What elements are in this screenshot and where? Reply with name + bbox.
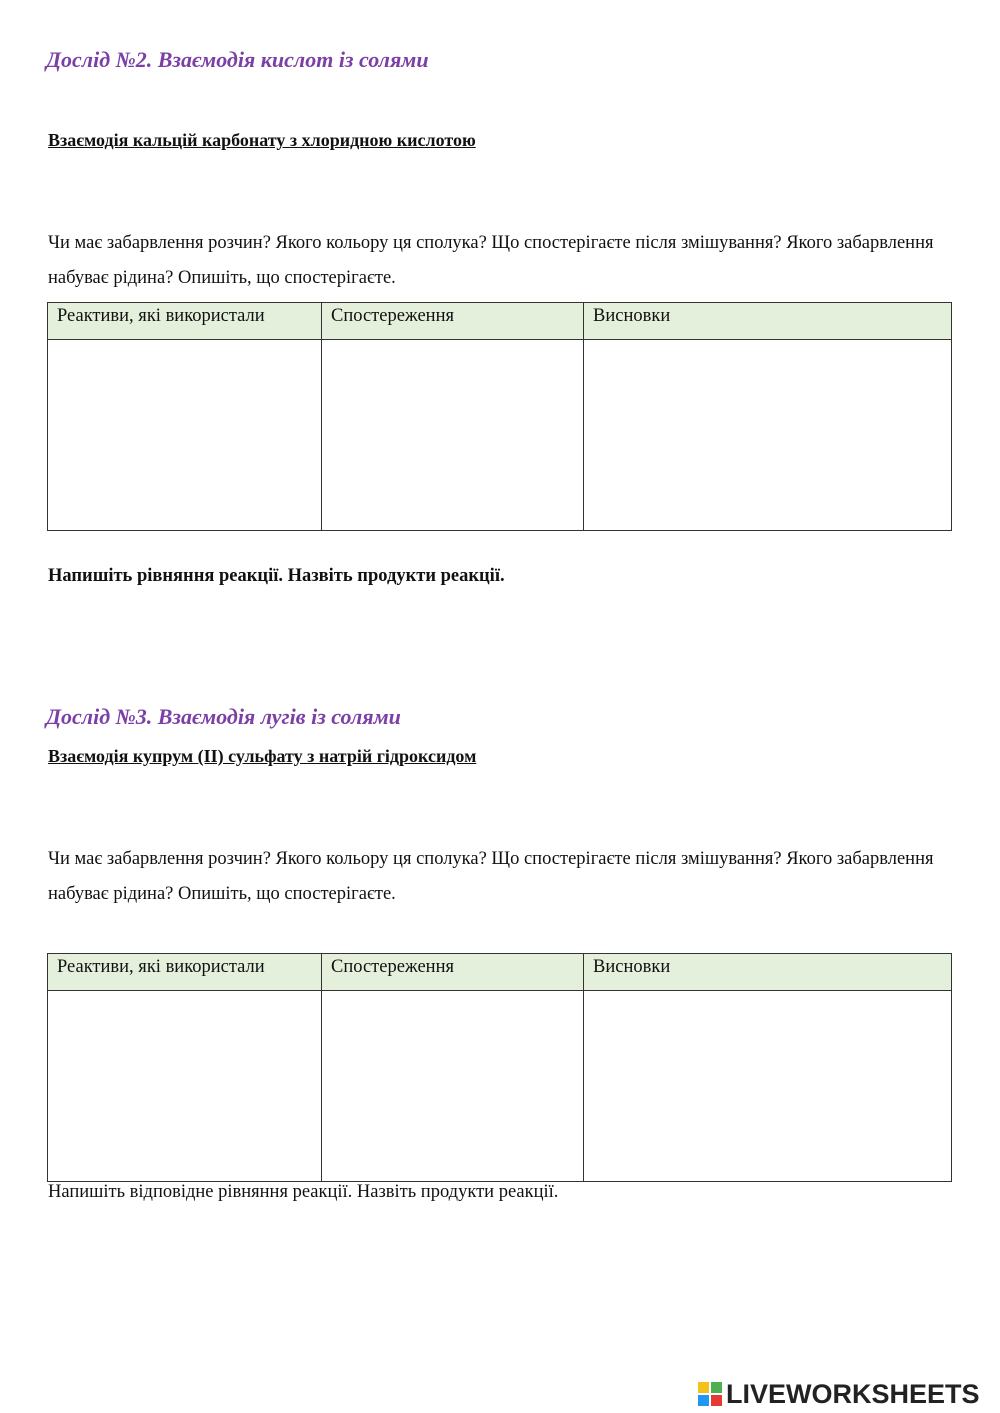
experiment-3-question: Чи має забарвлення розчин? Якого кольору ця сполука? Що спостерігаєте після змішування? Якого забарвлення набуває рідина? Опишіть, що спостерігаєте. (48, 849, 934, 904)
reagents-answer-cell[interactable] (48, 991, 322, 1182)
table-header-conclusions: Висновки (584, 954, 952, 991)
experiment-2-subtitle: Взаємодія кальцій карбонату з хлоридною кислотою (48, 130, 476, 150)
observations-answer-cell[interactable] (322, 991, 584, 1182)
experiment-2-table (47, 302, 952, 531)
table-header-reagents: Реактиви, які використали (48, 303, 322, 340)
experiment-2-question: Чи має забарвлення розчин? Якого кольору ця сполука? Що спостерігаєте після змішування? Якого забарвлення набуває рідина? Опишіть, що спостерігаєте. (48, 233, 934, 288)
experiment-2-instruction: Напишіть рівняння реакції. Назвіть продукти реакції. (48, 566, 505, 586)
reagents-answer-cell[interactable] (48, 340, 322, 531)
experiment-3-instruction: Напишіть відповідне рівняння реакції. Назвіть продукти реакції. (48, 1182, 559, 1202)
table-header-reagents: Реактиви, які використали (48, 954, 322, 991)
table-header-observations: Спостереження (322, 954, 584, 991)
experiment-3-title: Дослід №3. Взаємодія лугів із солями (46, 704, 401, 729)
table-header-conclusions: Висновки (584, 303, 952, 340)
table-header-observations: Спостереження (322, 303, 584, 340)
logo-text: LIVEWORKSHEETS (726, 1378, 980, 1409)
observations-answer-cell[interactable] (322, 340, 584, 531)
conclusions-answer-cell[interactable] (584, 991, 952, 1182)
experiment-3-subtitle: Взаємодія купрум (II) сульфату з натрій гідроксидом (48, 746, 477, 766)
experiment-2-title: Дослід №2. Взаємодія кислот із солями (46, 47, 429, 72)
conclusions-answer-cell[interactable] (584, 340, 952, 531)
liveworksheets-logo (698, 1378, 980, 1410)
experiment-3-table (47, 953, 952, 1182)
logo-blocks-icon (698, 1382, 722, 1406)
